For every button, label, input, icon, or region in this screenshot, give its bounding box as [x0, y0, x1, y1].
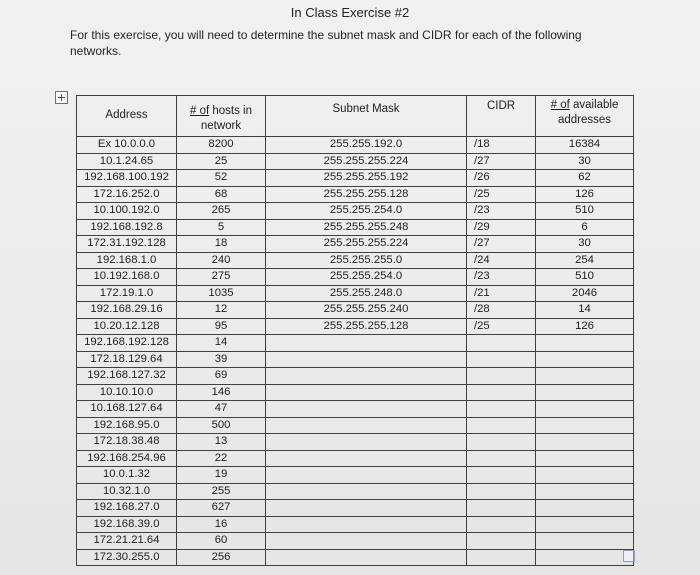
- subnet-mask-cell[interactable]: [266, 351, 467, 368]
- subnet-mask-cell[interactable]: [266, 401, 467, 418]
- address-cell[interactable]: 192.168.39.0: [77, 516, 177, 533]
- subnet-mask-cell[interactable]: 255.255.255.0: [266, 252, 467, 269]
- subnet-mask-cell[interactable]: [266, 384, 467, 401]
- address-cell[interactable]: 172.16.252.0: [77, 186, 177, 203]
- header-hosts-underlined: # of: [189, 105, 210, 117]
- address-cell[interactable]: 172.18.38.48: [77, 434, 177, 451]
- table-row: [77, 384, 634, 401]
- subnet-mask-cell[interactable]: 255.255.254.0: [266, 203, 467, 220]
- table-row: [77, 533, 634, 550]
- address-cell[interactable]: 192.168.192.8: [77, 219, 177, 236]
- hosts-cell[interactable]: 5: [177, 219, 266, 236]
- cidr-cell[interactable]: [467, 549, 536, 566]
- cidr-cell[interactable]: /18: [467, 137, 536, 154]
- cidr-cell[interactable]: [467, 516, 536, 533]
- available-cell[interactable]: [536, 467, 634, 484]
- subnet-mask-cell[interactable]: [266, 483, 467, 500]
- cidr-cell[interactable]: [467, 483, 536, 500]
- cidr-cell[interactable]: /25: [467, 186, 536, 203]
- address-cell[interactable]: 192.168.127.32: [77, 368, 177, 385]
- cidr-cell[interactable]: [467, 384, 536, 401]
- hosts-cell[interactable]: 16: [177, 516, 266, 533]
- available-cell[interactable]: [536, 401, 634, 418]
- header-cidr: CIDR: [467, 96, 536, 137]
- table-row: [77, 351, 634, 368]
- header-avail-line2: addresses: [557, 114, 612, 126]
- table-row: [77, 500, 634, 517]
- cidr-cell[interactable]: /21: [467, 285, 536, 302]
- subnet-mask-cell[interactable]: 255.255.248.0: [266, 285, 467, 302]
- available-cell[interactable]: [536, 483, 634, 500]
- subnet-mask-cell[interactable]: [266, 500, 467, 517]
- hosts-cell[interactable]: 95: [177, 318, 266, 335]
- address-cell[interactable]: 10.10.10.0: [77, 384, 177, 401]
- address-cell[interactable]: 192.168.100.192: [77, 170, 177, 187]
- hosts-cell[interactable]: 146: [177, 384, 266, 401]
- table-row: [77, 186, 634, 203]
- hosts-cell[interactable]: 39: [177, 351, 266, 368]
- cidr-cell[interactable]: /24: [467, 252, 536, 269]
- address-cell[interactable]: 10.20.12.128: [77, 318, 177, 335]
- address-cell[interactable]: 10.1.24.65: [77, 153, 177, 170]
- cidr-cell[interactable]: [467, 450, 536, 467]
- available-cell[interactable]: [536, 500, 634, 517]
- hosts-cell[interactable]: 240: [177, 252, 266, 269]
- available-cell[interactable]: [536, 351, 634, 368]
- table-row: [77, 137, 634, 154]
- available-cell[interactable]: [536, 516, 634, 533]
- available-cell[interactable]: [536, 533, 634, 550]
- subnet-mask-cell[interactable]: [266, 335, 467, 352]
- header-subnet-mask: Subnet Mask: [266, 96, 467, 137]
- subnet-mask-cell[interactable]: 255.255.255.240: [266, 302, 467, 319]
- cidr-cell[interactable]: [467, 434, 536, 451]
- subnet-mask-cell[interactable]: [266, 467, 467, 484]
- table-row: [77, 417, 634, 434]
- cidr-cell[interactable]: /23: [467, 203, 536, 220]
- hosts-cell[interactable]: 52: [177, 170, 266, 187]
- hosts-cell[interactable]: 256: [177, 549, 266, 566]
- table-row: [77, 434, 634, 451]
- subnet-mask-cell[interactable]: [266, 450, 467, 467]
- hosts-cell[interactable]: 25: [177, 153, 266, 170]
- address-cell[interactable]: 10.0.1.32: [77, 467, 177, 484]
- hosts-cell[interactable]: 47: [177, 401, 266, 418]
- subnet-mask-cell[interactable]: [266, 434, 467, 451]
- table-header-row: [77, 96, 634, 137]
- hosts-cell[interactable]: 627: [177, 500, 266, 517]
- cidr-cell[interactable]: [467, 417, 536, 434]
- cidr-cell[interactable]: /29: [467, 219, 536, 236]
- subnet-mask-cell[interactable]: 255.255.255.192: [266, 170, 467, 187]
- table-row: [77, 549, 634, 566]
- hosts-cell[interactable]: 22: [177, 450, 266, 467]
- available-cell[interactable]: 30: [536, 236, 634, 253]
- cidr-cell[interactable]: [467, 500, 536, 517]
- cidr-cell[interactable]: /27: [467, 236, 536, 253]
- hosts-cell[interactable]: 19: [177, 467, 266, 484]
- table-row: [77, 450, 634, 467]
- available-cell[interactable]: 126: [536, 318, 634, 335]
- available-cell[interactable]: 510: [536, 203, 634, 220]
- hosts-cell[interactable]: 8200: [177, 137, 266, 154]
- subnet-mask-cell[interactable]: 255.255.255.224: [266, 153, 467, 170]
- table-row: [77, 219, 634, 236]
- address-cell[interactable]: 192.168.1.0: [77, 252, 177, 269]
- cidr-cell[interactable]: /28: [467, 302, 536, 319]
- hosts-cell[interactable]: 500: [177, 417, 266, 434]
- subnet-mask-cell[interactable]: 255.255.255.224: [266, 236, 467, 253]
- available-cell[interactable]: [536, 417, 634, 434]
- available-cell[interactable]: [536, 368, 634, 385]
- subnet-mask-cell[interactable]: [266, 549, 467, 566]
- table-row: [77, 285, 634, 302]
- cidr-cell[interactable]: [467, 368, 536, 385]
- address-cell[interactable]: 172.31.192.128: [77, 236, 177, 253]
- address-cell[interactable]: Ex 10.0.0.0: [77, 137, 177, 154]
- available-cell[interactable]: [536, 549, 634, 566]
- hosts-cell[interactable]: 68: [177, 186, 266, 203]
- subnet-mask-cell[interactable]: [266, 417, 467, 434]
- subnet-mask-cell[interactable]: [266, 516, 467, 533]
- header-hosts-rest: hosts in: [209, 105, 252, 117]
- table-row: [77, 203, 634, 220]
- hosts-cell[interactable]: 69: [177, 368, 266, 385]
- hosts-cell[interactable]: 18: [177, 236, 266, 253]
- subnet-mask-cell[interactable]: 255.255.255.128: [266, 186, 467, 203]
- table-row: [77, 269, 634, 286]
- header-hosts-line2: network: [200, 120, 242, 132]
- available-cell[interactable]: [536, 450, 634, 467]
- hosts-cell[interactable]: 265: [177, 203, 266, 220]
- subnet-mask-cell[interactable]: 255.255.255.128: [266, 318, 467, 335]
- table-row: [77, 401, 634, 418]
- table-row: [77, 170, 634, 187]
- table-row: [77, 483, 634, 500]
- subnet-mask-cell[interactable]: 255.255.192.0: [266, 137, 467, 154]
- document-title: In Class Exercise #2: [290, 5, 410, 20]
- address-cell[interactable]: 10.168.127.64: [77, 401, 177, 418]
- address-cell[interactable]: 172.19.1.0: [77, 285, 177, 302]
- available-cell[interactable]: [536, 335, 634, 352]
- cidr-cell[interactable]: /25: [467, 318, 536, 335]
- table-row: [77, 302, 634, 319]
- subnet-mask-cell[interactable]: 255.255.254.0: [266, 269, 467, 286]
- address-cell[interactable]: 192.168.95.0: [77, 417, 177, 434]
- address-cell[interactable]: 172.21.21.64: [77, 533, 177, 550]
- available-cell[interactable]: 6: [536, 219, 634, 236]
- cidr-cell[interactable]: /26: [467, 170, 536, 187]
- address-cell[interactable]: 10.100.192.0: [77, 203, 177, 220]
- address-cell[interactable]: 10.32.1.0: [77, 483, 177, 500]
- header-avail-underlined: # of: [550, 99, 570, 111]
- table-move-handle-icon[interactable]: [55, 91, 68, 104]
- address-cell[interactable]: 192.168.192.128: [77, 335, 177, 352]
- cidr-cell[interactable]: /27: [467, 153, 536, 170]
- cidr-cell[interactable]: [467, 335, 536, 352]
- table-row: [77, 467, 634, 484]
- available-cell[interactable]: [536, 434, 634, 451]
- header-address: Address: [77, 96, 177, 137]
- table-row: [77, 153, 634, 170]
- table-row: [77, 368, 634, 385]
- available-cell[interactable]: 62: [536, 170, 634, 187]
- address-cell[interactable]: 172.18.129.64: [77, 351, 177, 368]
- hosts-cell[interactable]: 255: [177, 483, 266, 500]
- header-avail-rest: available: [569, 99, 619, 111]
- hosts-cell[interactable]: 60: [177, 533, 266, 550]
- available-cell[interactable]: 14: [536, 302, 634, 319]
- available-cell[interactable]: 2046: [536, 285, 634, 302]
- address-cell[interactable]: 172.30.255.0: [77, 549, 177, 566]
- available-cell[interactable]: [536, 384, 634, 401]
- cidr-cell[interactable]: [467, 533, 536, 550]
- cidr-cell[interactable]: [467, 351, 536, 368]
- available-cell[interactable]: 254: [536, 252, 634, 269]
- cidr-cell[interactable]: [467, 467, 536, 484]
- available-cell[interactable]: 30: [536, 153, 634, 170]
- table-row: [77, 236, 634, 253]
- available-cell[interactable]: 126: [536, 186, 634, 203]
- table-row: [77, 335, 634, 352]
- cidr-cell[interactable]: /23: [467, 269, 536, 286]
- hosts-cell[interactable]: 275: [177, 269, 266, 286]
- cidr-cell[interactable]: [467, 401, 536, 418]
- address-cell[interactable]: 192.168.29.16: [77, 302, 177, 319]
- address-cell[interactable]: 10.192.168.0: [77, 269, 177, 286]
- subnet-mask-cell[interactable]: [266, 368, 467, 385]
- instructions-text: For this exercise, you will need to determine the subnet mask and CIDR for each of the following networks.: [70, 28, 582, 58]
- available-cell[interactable]: 16384: [536, 137, 634, 154]
- subnet-table: [76, 95, 634, 566]
- available-cell[interactable]: 510: [536, 269, 634, 286]
- address-cell[interactable]: 192.168.254.96: [77, 450, 177, 467]
- hosts-cell[interactable]: 12: [177, 302, 266, 319]
- subnet-mask-cell[interactable]: [266, 533, 467, 550]
- subnet-mask-cell[interactable]: 255.255.255.248: [266, 219, 467, 236]
- hosts-cell[interactable]: 1035: [177, 285, 266, 302]
- table-resize-handle[interactable]: [623, 550, 635, 562]
- hosts-cell[interactable]: 13: [177, 434, 266, 451]
- header-hosts: [177, 96, 266, 137]
- table-row: [77, 516, 634, 533]
- address-cell[interactable]: 192.168.27.0: [77, 500, 177, 517]
- table-row: [77, 318, 634, 335]
- header-available: [536, 96, 634, 137]
- hosts-cell[interactable]: 14: [177, 335, 266, 352]
- table-row: [77, 252, 634, 269]
